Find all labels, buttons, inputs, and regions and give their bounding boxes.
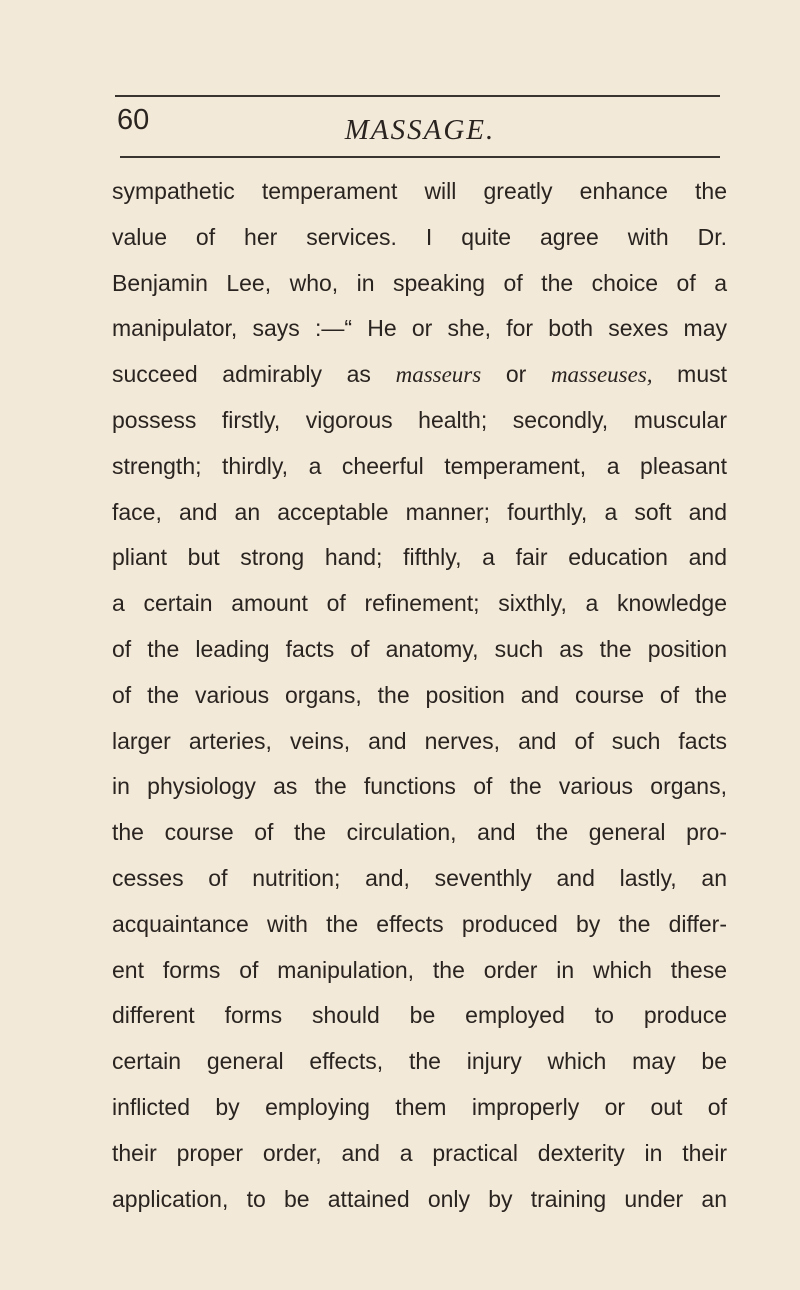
text-segment: acquaintance with the effects produced by the differ- [112,910,727,937]
body-text [112,169,727,1222]
text-line [112,1131,727,1177]
text-line [112,581,727,627]
header-rule-top [115,95,720,97]
italic-term: masseurs [395,362,482,388]
text-line [112,856,727,902]
text-line [112,673,727,719]
text-segment: cesses of nutrition; and, seventhly and lastly, an [112,864,727,891]
text-line [112,535,727,581]
page-number: 60 [117,104,150,136]
text-segment: a certain amount of refinement; sixthly, a knowledge [112,590,727,617]
text-line [112,306,727,352]
text-line [112,398,727,444]
text-segment: must [652,361,728,388]
text-segment: or [481,361,551,388]
text-segment: their proper order, and a practical dexterity in their [112,1139,727,1166]
text-segment: possess firstly, vigorous health; secondly, muscular [112,406,727,433]
text-segment: of the leading facts of anatomy, such as the position [112,635,727,662]
text-segment: pliant but strong hand; fifthly, a fair education and [112,544,727,571]
text-segment: different forms should be employed to produce [112,1002,727,1029]
text-line [112,490,727,536]
text-line [112,1085,727,1131]
text-segment: sympathetic temperament will greatly enhance the [112,178,727,204]
text-segment: manipulator, says :—“ He or she, for both sexes may [112,315,727,342]
text-line [112,1039,727,1085]
text-segment: Benjamin Lee, who, in speaking of the choice of a [112,269,727,296]
text-line [112,810,727,856]
text-segment: value of her services. I quite agree with Dr. [112,223,727,250]
text-line [112,352,727,398]
text-line [112,261,727,307]
text-segment: larger arteries, veins, and nerves, and of such facts [112,727,727,754]
text-line [112,627,727,673]
text-line [112,764,727,810]
text-segment: certain general effects, the injury which may be [112,1048,727,1075]
text-line [112,444,727,490]
text-line [112,993,727,1039]
text-line [112,215,727,261]
text-segment: face, and an acceptable manner; fourthly, a soft and [112,498,727,525]
text-line [112,169,727,215]
header-rule-bottom [120,156,720,158]
italic-term: masseuses, [550,362,653,388]
text-line [112,948,727,994]
text-segment: strength; thirdly, a cheerful temperament, a pleasant [112,452,727,479]
text-segment: the course of the circulation, and the general pro- [112,819,727,846]
text-segment: succeed admirably as [112,361,396,388]
text-segment: ent forms of manipulation, the order in which these [112,956,727,983]
text-line [112,719,727,765]
text-segment: inflicted by employing them improperly or out of [112,1093,727,1120]
text-line [112,902,727,948]
text-line [112,1177,727,1223]
text-segment: application, to be attained only by training under an [112,1185,727,1212]
text-segment: of the various organs, the position and course of the [112,681,727,708]
running-title: MASSAGE. [344,114,496,146]
text-segment: in physiology as the functions of the various organs, [112,773,727,800]
